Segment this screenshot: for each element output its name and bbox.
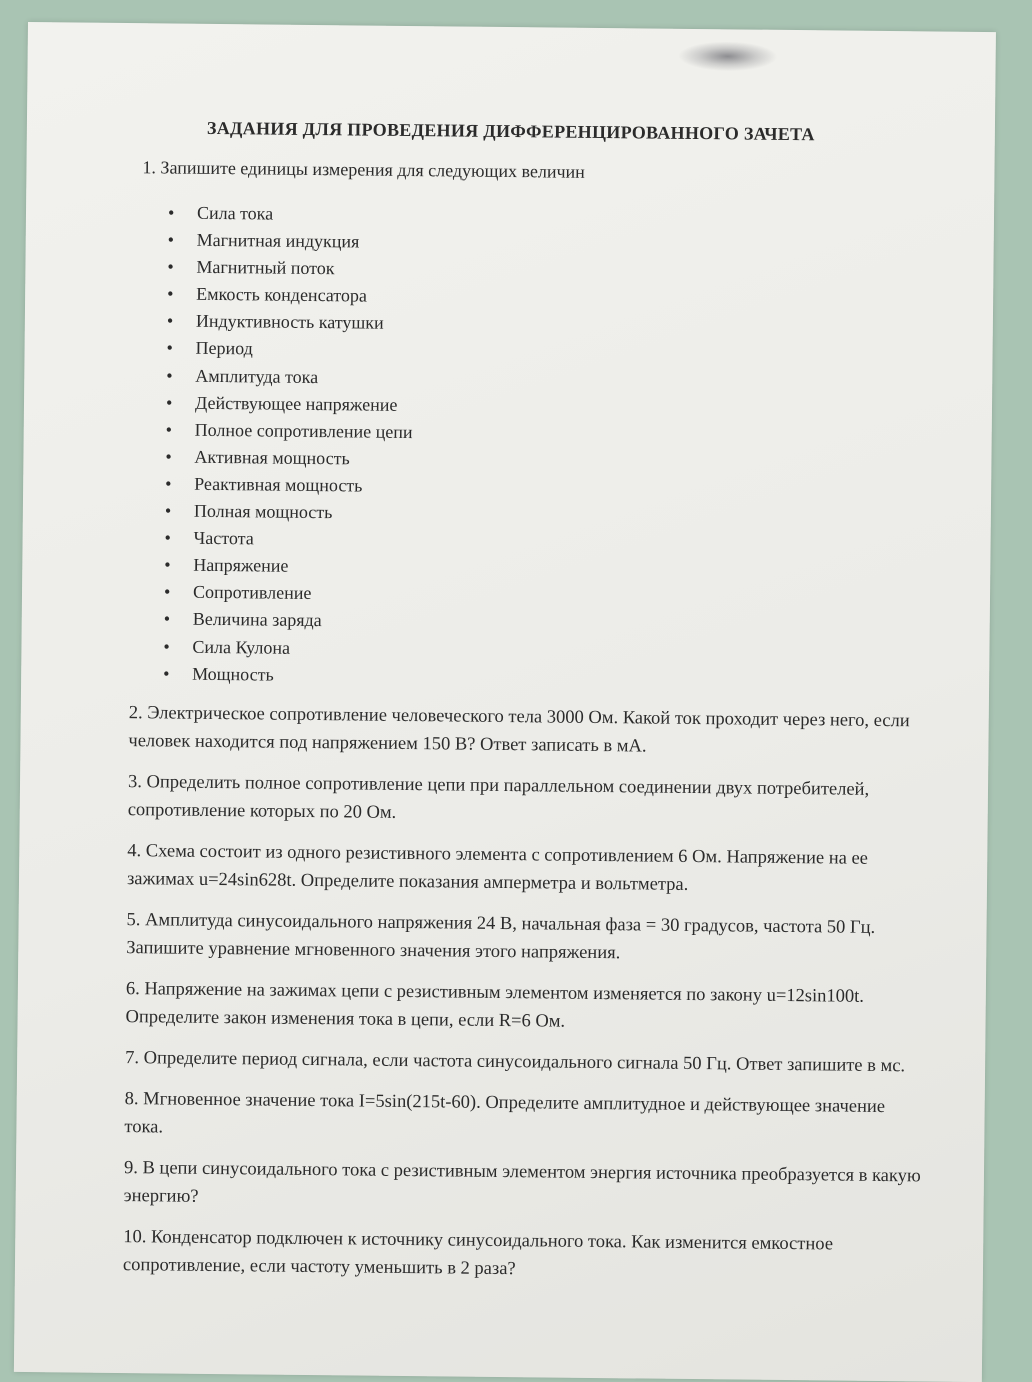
list-item: • Индуктивность катушки bbox=[167, 308, 414, 338]
list-item: • Сила Кулона bbox=[163, 633, 410, 663]
list-item: • Емкость конденсатора bbox=[167, 281, 414, 311]
tasks-list bbox=[123, 699, 929, 1300]
list-item: • Реактивная мощность bbox=[165, 470, 412, 500]
list-item: • Действующее напряжение bbox=[166, 389, 413, 419]
document-content bbox=[28, 22, 996, 1280]
task-6: 6. Напряжение на зажимах цепи с резистивным элементом изменяется по закону u=12sin100t. Определите закон изменения тока в цепи, если R=6 Ом. bbox=[125, 979, 865, 1032]
task-3: 3. Определить полное сопротивление цепи при параллельном соединении двух потребителей, сопротивление которых по 20 Ом. bbox=[127, 772, 870, 823]
task-2: 2. Электрическое сопротивление человеческого тела 3000 Ом. Какой ток проходит через него, если человек находится под напряжением 150 В? Ответ записать в мА. bbox=[128, 703, 910, 757]
list-item: • Сила тока bbox=[168, 199, 415, 229]
list-item: • Магнитная индукция bbox=[168, 227, 415, 257]
list-item: • Мощность bbox=[163, 660, 410, 690]
ink-smudge bbox=[678, 41, 778, 72]
list-item: • Величина заряда bbox=[164, 606, 411, 636]
task-10: 10. Конденсатор подключен к источнику синусоидального тока. Как изменится емкостное сопротивление, если частоту уменьшить в 2 раза? bbox=[122, 1227, 834, 1280]
paper-sheet bbox=[14, 22, 996, 1382]
list-item: • Магнитный поток bbox=[167, 254, 414, 284]
task-7: 7. Определите период сигнала, если частота синусоидального сигнала 50 Гц. Ответ запишите в мс. bbox=[125, 1048, 906, 1077]
question-1: 1. Запишите единицы измерения для следующих величин bbox=[142, 157, 585, 182]
list-item: • Частота bbox=[164, 525, 411, 555]
list-item: • Напряжение bbox=[164, 552, 411, 582]
units-list bbox=[163, 199, 415, 689]
list-item: • Полное сопротивление цепи bbox=[166, 416, 413, 446]
task-4: 4. Схема состоит из одного резистивного элемента с сопротивлением 6 Ом. Напряжение на ее зажимах u=24sin628t. Определите показания амперметра и вольтметра. bbox=[126, 841, 869, 895]
list-item: • Период bbox=[166, 335, 413, 365]
task-5: 5. Амплитуда синусоидального напряжения 24 В, начальная фаза = 30 градусов, частота 50 Гц. Запишите уравнение мгновенного значения этого напряжения. bbox=[126, 910, 876, 964]
task-9: 9. В цепи синусоидального тока с резистивным элементом энергия источника преобразуется в какую энергию? bbox=[123, 1158, 921, 1207]
page-title: ЗАДАНИЯ ДЛЯ ПРОВЕДЕНИЯ ДИФФЕРЕНЦИРОВАННОГО ЗАЧЕТА bbox=[206, 117, 815, 145]
list-item: • Амплитуда тока bbox=[166, 362, 413, 392]
list-item: • Полная мощность bbox=[165, 497, 412, 527]
task-8: 8. Мгновенное значение тока I=5sin(215t-60). Определите амплитудное и действующее значение тока. bbox=[124, 1089, 886, 1138]
list-item: • Активная мощность bbox=[165, 443, 412, 473]
list-item: • Сопротивление bbox=[164, 579, 411, 609]
